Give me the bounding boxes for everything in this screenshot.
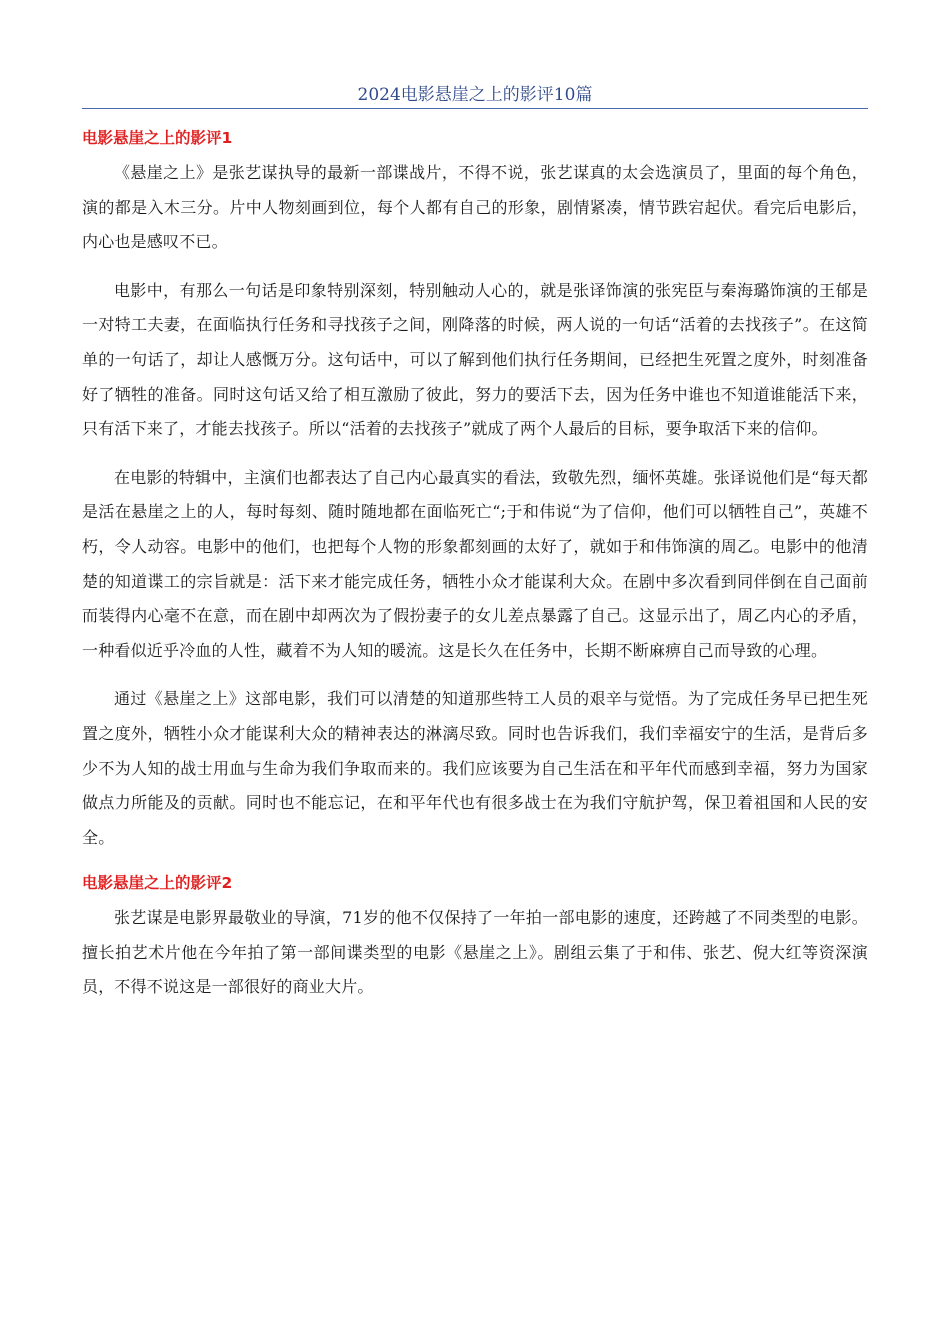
page-header-title: 2024电影悬崖之上的影评10篇 bbox=[357, 85, 593, 105]
section-heading: 电影悬崖之上的影评2 bbox=[82, 874, 233, 893]
document-body bbox=[82, 124, 868, 1019]
paragraph: 电影中，有那么一句话是印象特别深刻，特别触动人心的，就是张译饰演的张宪臣与秦海璐饰演的王郁是一对特工夫妻，在面临执行任务和寻找孩子之间，刚降落的时候，两人说的一句话“活着的去找孩子”。在这简单的一句话了，却让人感慨万分。这句话中，可以了解到他们执行任务期间，已经把生死置之度外，时刻准备好了牺牲的准备。同时这句话又给了相互激励了彼此，努力的要活下去，因为任务中谁也不知道谁能活下来，只有活下来了，才能去找孩子。所以“活着的去找孩子”就成了两个人最后的目标，要争取活下来的信仰。 bbox=[82, 280, 868, 439]
review-section-2 bbox=[82, 869, 868, 1005]
section-heading: 电影悬崖之上的影评1 bbox=[82, 129, 233, 147]
review-section-1 bbox=[82, 124, 868, 855]
paragraph: 在电影的特辑中，主演们也都表达了自己内心最真实的看法，致敬先烈，缅怀英雄。张译说他们是“每天都是活在悬崖之上的人，每时每刻、随时随地都在面临死亡“;于和伟说“为了信仰，他们可以牺牲自己”，英雄不朽，令人动容。电影中的他们，也把每个人物的形象都刻画的太好了，就如于和伟饰演的周乙。电影中的他清楚的知道谍工的宗旨就是：活下来才能完成任务，牺牲小众才能谋利大众。在剧中多次看到同伴倒在自己面前而装得内心毫不在意，而在剧中却两次为了假扮妻子的女儿差点暴露了自己。这显示出了，周乙内心的矛盾，一种看似近乎冷血的人性，藏着不为人知的暖流。这是长久在任务中，长期不断麻痹自己而导致的心理。 bbox=[82, 467, 868, 660]
paragraph: 张艺谋是电影界最敬业的导演，71岁的他不仅保持了一年拍一部电影的速度，还跨越了不同类型的电影。擅长拍艺术片他在今年拍了第一部间谍类型的电影《悬崖之上》。剧组云集了于和伟、张艺、倪大红等资深演员，不得不说这是一部很好的商业大片。 bbox=[82, 908, 868, 997]
header-divider bbox=[82, 108, 868, 109]
paragraph: 通过《悬崖之上》这部电影，我们可以清楚的知道那些特工人员的艰辛与觉悟。为了完成任务早已把生死置之度外，牺牲小众才能谋利大众的精神表达的淋漓尽致。同时也告诉我们，我们幸福安宁的生活，是背后多少不为人知的战士用血与生命为我们争取而来的。我们应该要为自己生活在和平年代而感到幸福，努力为国家做点力所能及的贡献。同时也不能忘记，在和平年代也有很多战士在为我们守航护驾，保卫着祖国和人民的安全。 bbox=[82, 689, 868, 847]
paragraph: 《悬崖之上》是张艺谋执导的最新一部谍战片，不得不说，张艺谋真的太会选演员了，里面的每个角色，演的都是入木三分。片中人物刻画到位，每个人都有自己的形象，剧情紧凑，情节跌宕起伏。看完后电影后，内心也是感叹不已。 bbox=[82, 163, 868, 252]
